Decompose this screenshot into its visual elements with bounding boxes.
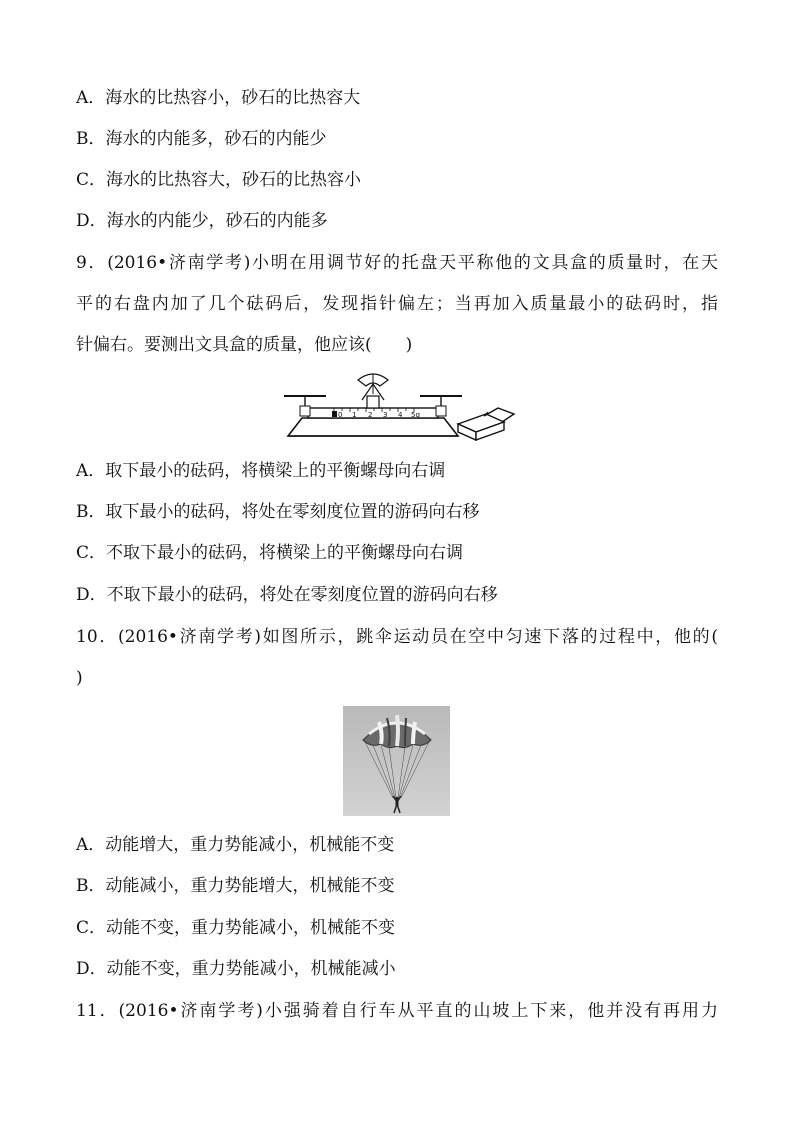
q8-option-d: D．海水的内能少，砂石的内能多 [76,211,328,231]
q9-stem-line-1: 9．(2016•济南学考)小明在用调节好的托盘天平称他的文具盒的质量时，在天 [76,253,718,273]
q9-stem-line-2: 平的右盘内加了几个砝码后，发现指针偏左；当再加入质量最小的砝码时，指 [76,294,718,314]
scale-tick-0: 0 [338,411,343,419]
q11-stem-line-1: 11．(2016•济南学考)小强骑着自行车从平直的山坡上下来，他并没有再用力 [76,1001,718,1021]
q10-stem-line-2: ) [76,668,83,688]
q9-option-c: C．不取下最小的砝码，将横梁上的平衡螺母向右调 [76,543,464,563]
q9-stem-line-3: 针偏右。要测出文具盒的质量，他应该( ) [76,335,413,355]
q9-option-d: D．不取下最小的砝码，将处在零刻度位置的游码向右移 [76,585,498,605]
scale-tick-1: 1 [352,411,357,419]
scale-tick-3: 3 [383,411,388,419]
q9-option-b: B．取下最小的砝码，将处在零刻度位置的游码向右移 [76,502,480,522]
q9-option-a: A．取下最小的砝码，将横梁上的平衡螺母向右调 [76,461,446,481]
q8-option-c: C．海水的比热容大，砂石的比热容小 [76,170,362,190]
scale-tick-2: 2 [368,411,373,419]
parachutist-photo [343,706,450,816]
q8-option-b: B．海水的内能多，砂石的内能少 [76,129,327,149]
q10-option-a: A．动能增大，重力势能减小，机械能不变 [76,835,395,855]
q10-option-d: D．动能不变，重力势能减小，机械能减小 [76,959,396,979]
q10-option-b: B．动能减小，重力势能增大，机械能不变 [76,876,395,896]
pencil-box-icon [458,408,514,440]
balance-scale-figure [282,370,522,442]
q10-stem-line-1: 10．(2016•济南学考)如图所示，跳伞运动员在空中匀速下落的过程中，他的( [76,627,718,647]
scale-tick-4: 4 [398,411,403,419]
q8-option-a: A．海水的比热容小，砂石的比热容大 [76,88,361,108]
scale-tick-5g: 5g [411,411,420,419]
q10-option-c: C．动能不变，重力势能减小，机械能不变 [76,918,396,938]
